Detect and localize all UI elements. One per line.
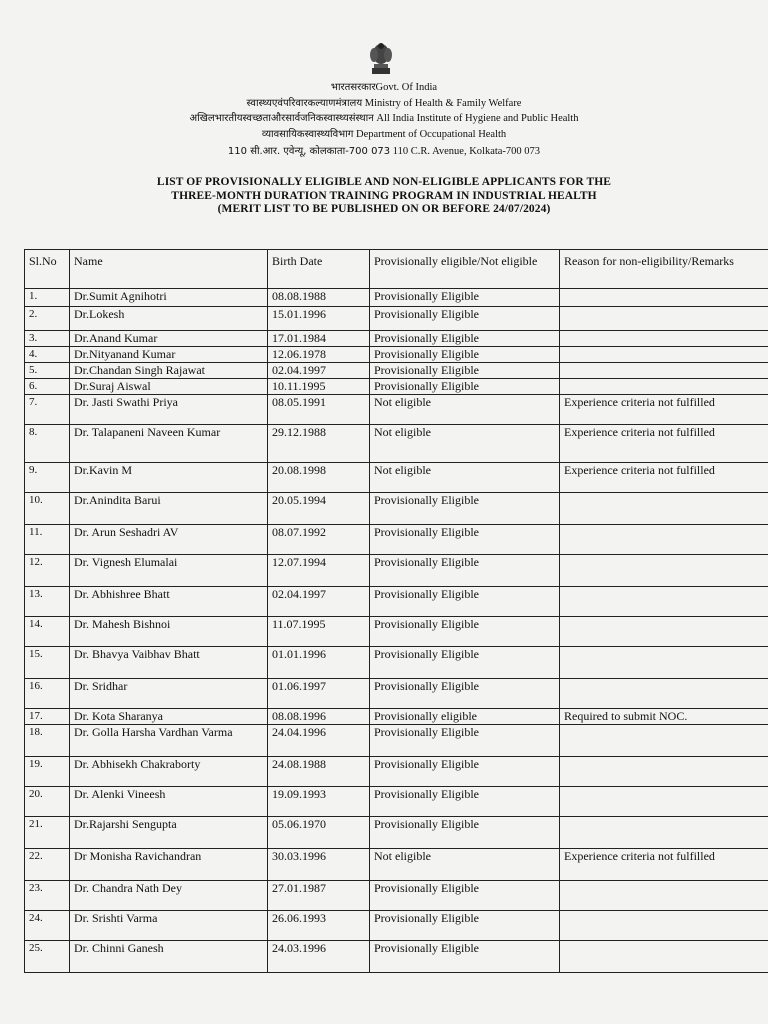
cell-remarks <box>560 363 768 379</box>
title-line-2: THREE-MONTH DURATION TRAINING PROGRAM IN INDUSTRIAL HEALTH <box>171 189 597 202</box>
cell-slno: 17. <box>25 709 70 725</box>
cell-eligibility: Provisionally Eligible <box>370 881 560 911</box>
cell-remarks <box>560 941 768 973</box>
document-title <box>0 176 768 217</box>
cell-slno: 16. <box>25 679 70 709</box>
cell-remarks: Experience criteria not fulfilled <box>560 395 768 425</box>
cell-eligibility: Provisionally Eligible <box>370 911 560 941</box>
cell-slno: 14. <box>25 617 70 647</box>
cell-remarks <box>560 725 768 757</box>
cell-remarks <box>560 757 768 787</box>
cell-remarks <box>560 679 768 709</box>
header-address <box>0 145 768 159</box>
header-institute-hindi: अखिलभारतीयस्वच्छताऔरसार्वजनिकस्वास्थ्यसंस्थान <box>189 113 374 124</box>
cell-remarks <box>560 525 768 555</box>
cell-name: Dr.Chandan Singh Rajawat <box>70 363 268 379</box>
cell-birth-date: 26.06.1993 <box>268 911 370 941</box>
cell-name: Dr. Sridhar <box>70 679 268 709</box>
cell-name: Dr.Lokesh <box>70 307 268 331</box>
table-row <box>25 307 768 331</box>
cell-birth-date: 02.04.1997 <box>268 363 370 379</box>
table-body <box>25 289 768 973</box>
cell-eligibility: Not eligible <box>370 849 560 881</box>
header-institute <box>0 112 768 126</box>
cell-name: Dr. Chinni Ganesh <box>70 941 268 973</box>
cell-slno: 4. <box>25 347 70 363</box>
cell-name: Dr. Kota Sharanya <box>70 709 268 725</box>
cell-birth-date: 24.08.1988 <box>268 757 370 787</box>
cell-birth-date: 11.07.1995 <box>268 617 370 647</box>
cell-remarks <box>560 787 768 817</box>
cell-birth-date: 24.04.1996 <box>268 725 370 757</box>
cell-eligibility: Not eligible <box>370 425 560 463</box>
table-row <box>25 911 768 941</box>
cell-name: Dr.Anindita Barui <box>70 493 268 525</box>
cell-name: Dr. Chandra Nath Dey <box>70 881 268 911</box>
cell-remarks <box>560 647 768 679</box>
col-header-eligibility: Provisionally eligible/Not eligible <box>370 250 560 289</box>
cell-birth-date: 27.01.1987 <box>268 881 370 911</box>
cell-eligibility: Provisionally Eligible <box>370 363 560 379</box>
cell-remarks <box>560 617 768 647</box>
cell-birth-date: 17.01.1984 <box>268 331 370 347</box>
cell-eligibility: Provisionally Eligible <box>370 493 560 525</box>
cell-remarks: Experience criteria not fulfilled <box>560 463 768 493</box>
cell-remarks <box>560 289 768 307</box>
header-ministry-hindi: स्वास्थ्यएवंपरिवारकल्याणमंत्रालय <box>246 98 363 109</box>
cell-remarks <box>560 587 768 617</box>
header-ministry <box>0 97 768 111</box>
cell-eligibility: Provisionally Eligible <box>370 331 560 347</box>
table-row <box>25 463 768 493</box>
cell-eligibility: Provisionally Eligible <box>370 679 560 709</box>
cell-eligibility: Provisionally Eligible <box>370 725 560 757</box>
cell-birth-date: 20.08.1998 <box>268 463 370 493</box>
cell-slno: 8. <box>25 425 70 463</box>
cell-birth-date: 20.05.1994 <box>268 493 370 525</box>
cell-eligibility: Provisionally Eligible <box>370 647 560 679</box>
header-govt <box>0 81 768 95</box>
cell-remarks: Experience criteria not fulfilled <box>560 425 768 463</box>
col-header-remarks: Reason for non-eligibility/Remarks <box>560 250 768 289</box>
cell-slno: 5. <box>25 363 70 379</box>
cell-slno: 10. <box>25 493 70 525</box>
cell-birth-date: 08.07.1992 <box>268 525 370 555</box>
cell-remarks <box>560 881 768 911</box>
table-row <box>25 709 768 725</box>
cell-birth-date: 12.07.1994 <box>268 555 370 587</box>
header-address-hindi: 110 सी.आर. एवेन्यू, कोलकाता-700 073 <box>227 146 391 157</box>
cell-birth-date: 12.06.1978 <box>268 347 370 363</box>
cell-name: Dr.Nityanand Kumar <box>70 347 268 363</box>
cell-birth-date: 08.05.1991 <box>268 395 370 425</box>
col-header-birth-date: Birth Date <box>268 250 370 289</box>
cell-name: Dr. Mahesh Bishnoi <box>70 617 268 647</box>
cell-remarks <box>560 817 768 849</box>
col-header-slno: Sl.No <box>25 250 70 289</box>
cell-name: Dr.Rajarshi Sengupta <box>70 817 268 849</box>
cell-name: Dr. Abhishree Bhatt <box>70 587 268 617</box>
ashoka-emblem-icon <box>361 38 401 78</box>
col-header-name: Name <box>70 250 268 289</box>
table-row <box>25 849 768 881</box>
cell-eligibility: Not eligible <box>370 463 560 493</box>
table-row <box>25 587 768 617</box>
cell-birth-date: 05.06.1970 <box>268 817 370 849</box>
cell-birth-date: 01.06.1997 <box>268 679 370 709</box>
cell-name: Dr.Anand Kumar <box>70 331 268 347</box>
cell-eligibility: Not eligible <box>370 395 560 425</box>
table-row <box>25 347 768 363</box>
table-row <box>25 395 768 425</box>
cell-name: Dr Monisha Ravichandran <box>70 849 268 881</box>
cell-birth-date: 02.04.1997 <box>268 587 370 617</box>
header-ministry-english: Ministry of Health & Family Welfare <box>364 98 522 109</box>
header-institute-english: All India Institute of Hygiene and Public Health <box>376 113 579 124</box>
cell-eligibility: Provisionally Eligible <box>370 817 560 849</box>
cell-slno: 7. <box>25 395 70 425</box>
cell-slno: 24. <box>25 911 70 941</box>
table-row <box>25 679 768 709</box>
table-row <box>25 757 768 787</box>
cell-birth-date: 08.08.1988 <box>268 289 370 307</box>
cell-slno: 6. <box>25 379 70 395</box>
cell-name: Dr. Abhisekh Chakraborty <box>70 757 268 787</box>
table-row <box>25 817 768 849</box>
title-line-3: (MERIT LIST TO BE PUBLISHED ON OR BEFORE 24/07/2024) <box>217 203 551 215</box>
cell-slno: 19. <box>25 757 70 787</box>
cell-slno: 18. <box>25 725 70 757</box>
cell-slno: 20. <box>25 787 70 817</box>
header-govt-hindi: भारतसरकार <box>330 82 376 93</box>
cell-remarks <box>560 379 768 395</box>
cell-birth-date: 30.03.1996 <box>268 849 370 881</box>
table-row <box>25 725 768 757</box>
table-row <box>25 941 768 973</box>
cell-eligibility: Provisionally Eligible <box>370 307 560 331</box>
cell-name: Dr. Srishti Varma <box>70 911 268 941</box>
cell-slno: 12. <box>25 555 70 587</box>
header-department-hindi: व्यावसायिकस्वास्थ्यविभाग <box>261 129 354 140</box>
cell-birth-date: 24.03.1996 <box>268 941 370 973</box>
cell-slno: 21. <box>25 817 70 849</box>
cell-slno: 9. <box>25 463 70 493</box>
cell-slno: 22. <box>25 849 70 881</box>
cell-eligibility: Provisionally Eligible <box>370 289 560 307</box>
cell-name: Dr. Alenki Vineesh <box>70 787 268 817</box>
cell-slno: 3. <box>25 331 70 347</box>
cell-birth-date: 19.09.1993 <box>268 787 370 817</box>
cell-eligibility: Provisionally Eligible <box>370 347 560 363</box>
table-row <box>25 555 768 587</box>
cell-name: Dr. Bhavya Vaibhav Bhatt <box>70 647 268 679</box>
cell-slno: 13. <box>25 587 70 617</box>
header-govt-english: Govt. Of India <box>375 82 438 93</box>
header-address-english: 110 C.R. Avenue, Kolkata-700 073 <box>392 146 541 157</box>
cell-slno: 11. <box>25 525 70 555</box>
cell-eligibility: Provisionally Eligible <box>370 787 560 817</box>
cell-birth-date: 10.11.1995 <box>268 379 370 395</box>
cell-birth-date: 15.01.1996 <box>268 307 370 331</box>
cell-eligibility: Provisionally Eligible <box>370 379 560 395</box>
cell-remarks <box>560 911 768 941</box>
cell-remarks <box>560 331 768 347</box>
cell-remarks: Experience criteria not fulfilled <box>560 849 768 881</box>
cell-remarks <box>560 347 768 363</box>
table-row <box>25 787 768 817</box>
table-row <box>25 617 768 647</box>
cell-name: Dr. Golla Harsha Vardhan Varma <box>70 725 268 757</box>
cell-name: Dr. Vignesh Elumalai <box>70 555 268 587</box>
cell-slno: 23. <box>25 881 70 911</box>
cell-name: Dr. Talapaneni Naveen Kumar <box>70 425 268 463</box>
cell-eligibility: Provisionally Eligible <box>370 587 560 617</box>
cell-eligibility: Provisionally Eligible <box>370 525 560 555</box>
header-department-english: Department of Occupational Health <box>356 129 507 140</box>
cell-remarks <box>560 307 768 331</box>
cell-name: Dr.Kavin M <box>70 463 268 493</box>
cell-slno: 1. <box>25 289 70 307</box>
table-header-row <box>25 250 768 289</box>
cell-eligibility: Provisionally Eligible <box>370 941 560 973</box>
table-row <box>25 379 768 395</box>
cell-name: Dr. Arun Seshadri AV <box>70 525 268 555</box>
title-line-1: LIST OF PROVISIONALLY ELIGIBLE AND NON-ELIGIBLE APPLICANTS FOR THE <box>156 176 612 188</box>
cell-slno: 25. <box>25 941 70 973</box>
cell-slno: 15. <box>25 647 70 679</box>
table-row <box>25 493 768 525</box>
cell-slno: 2. <box>25 307 70 331</box>
cell-eligibility: Provisionally Eligible <box>370 757 560 787</box>
cell-eligibility: Provisionally eligible <box>370 709 560 725</box>
cell-eligibility: Provisionally Eligible <box>370 555 560 587</box>
cell-birth-date: 29.12.1988 <box>268 425 370 463</box>
table-row <box>25 425 768 463</box>
cell-eligibility: Provisionally Eligible <box>370 617 560 647</box>
table-row <box>25 881 768 911</box>
table-row <box>25 363 768 379</box>
header-department <box>0 128 768 142</box>
cell-name: Dr.Suraj Aiswal <box>70 379 268 395</box>
cell-remarks <box>560 555 768 587</box>
cell-birth-date: 08.08.1996 <box>268 709 370 725</box>
cell-remarks: Required to submit NOC. <box>560 709 768 725</box>
cell-name: Dr.Sumit Agnihotri <box>70 289 268 307</box>
cell-name: Dr. Jasti Swathi Priya <box>70 395 268 425</box>
table-row <box>25 289 768 307</box>
cell-birth-date: 01.01.1996 <box>268 647 370 679</box>
table-row <box>25 331 768 347</box>
table-row <box>25 525 768 555</box>
applicants-table <box>24 249 768 973</box>
cell-remarks <box>560 493 768 525</box>
table-row <box>25 647 768 679</box>
